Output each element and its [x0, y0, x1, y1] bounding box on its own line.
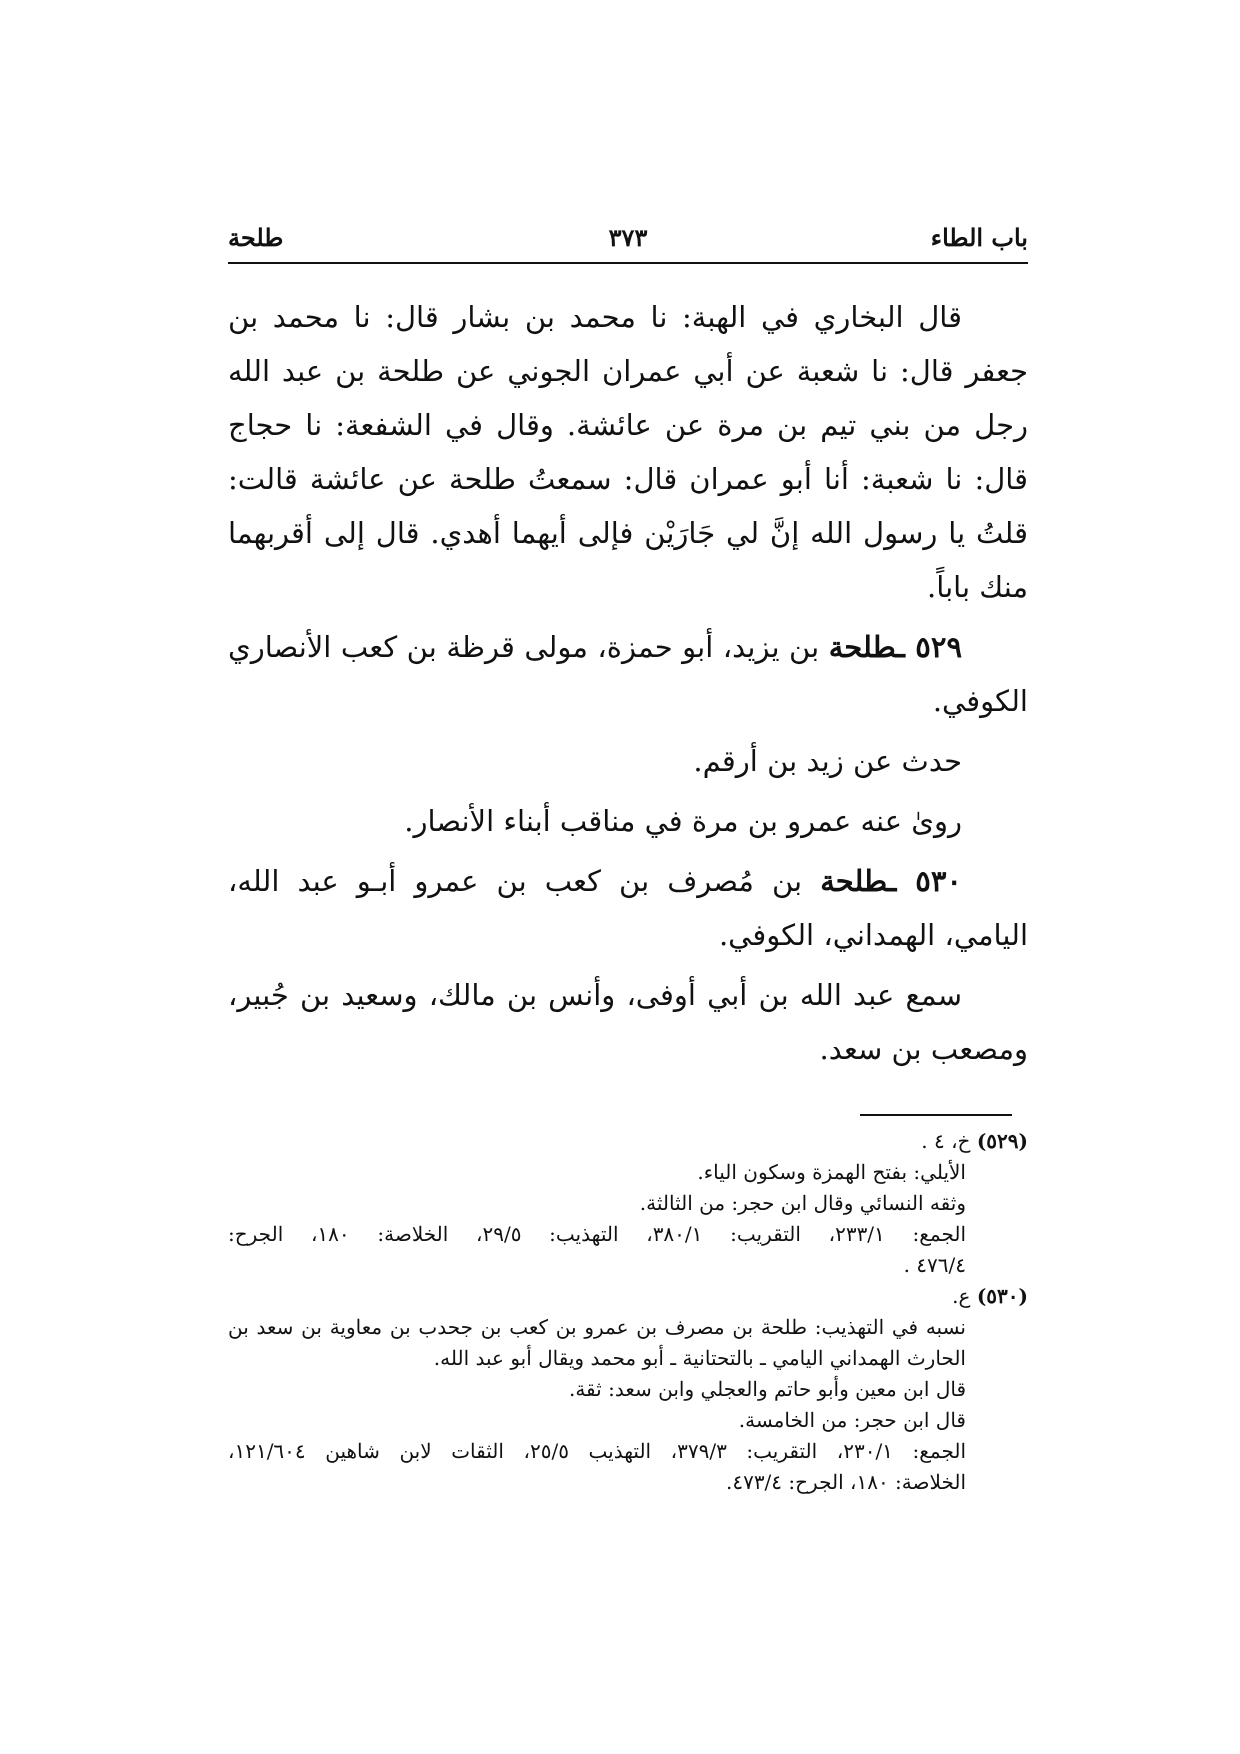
entry-529-name: طلحة [828, 630, 897, 664]
footnote-529-label: (٥٢٩) [976, 1129, 1028, 1153]
footnote-529-refs-cont: ٤٧٦/٤ . [903, 1253, 966, 1277]
footnote-529-first-line [228, 1126, 1028, 1157]
intro-paragraph: قال البخاري في الهبة: نا محمد بن بشار قال: نا محمد بن جعفر قال: نا شعبة عن أبي عمران الجوني عن طلحة بن عبد الله رجل من بني تيم بن مرة عن عائشة. وقال في الشفعة: نا حجاج قال: نا شعبة: أنا أبو عمران قال: سمعتُ طلحة عن عائشة قالت: قلتُ يا رسول الله إنَّ لي جَارَيْن فإلى أيهما أهدي. قال إلى أقربهما منك باباً. [228, 300, 1028, 604]
header-divider [228, 262, 1028, 264]
footnote-530-line-1: قال ابن معين وأبو حاتم والعجلي وابن سعد: ثقة. [568, 1377, 966, 1401]
entry-529-line-2: روىٰ عنه عمرو بن مرة في مناقب أبناء الأنصار. [404, 804, 962, 838]
footnote-530-line-2: قال ابن حجر: من الخامسة. [738, 1408, 966, 1432]
entry-529-description: بن يزيد، أبو حمزة، مولى قرظة بن كعب الأنصاري الكوفي. [228, 630, 1028, 718]
main-text [228, 290, 1028, 1082]
footnote-529-line-1: الأيلي: بفتح الهمزة وسكون الياء. [697, 1160, 966, 1184]
footnote-530-nasab-cont: الحارث الهمداني اليامي ـ بالتحتانية ـ أبو محمد ويقال أبو عبد الله. [433, 1346, 966, 1370]
footnotes [228, 1126, 1028, 1498]
entry-530-name: طلحة [820, 864, 888, 898]
entry-529-heading [228, 620, 1028, 728]
footnote-529-sigla: خ، ٤ . [921, 1129, 971, 1153]
running-header [228, 218, 1028, 258]
footnote-divider [860, 1114, 1012, 1116]
entry-530-line-1: سمع عبد الله بن أبي أوفى، وأنس بن مالك، وسعيد بن جُبير، ومصعب بن سعد. [228, 978, 1028, 1066]
page-number: ٣٧٣ [608, 223, 648, 252]
entry-530-heading [228, 854, 1028, 962]
footnote-530-label: (٥٣٠) [976, 1284, 1028, 1308]
chapter-title: باب الطاء [930, 223, 1028, 252]
footnote-530-sigla: ع. [952, 1284, 971, 1308]
footnote-529-refs: الجمع: ٢٣٣/١، التقريب: ٣٨٠/١، التهذيب: ٢٩/٥، الخلاصة: ١٨٠، الجرح: [228, 1222, 967, 1246]
footnote-530-nasab: نسبه في التهذيب: طلحة بن مصرف بن عمرو بن كعب بن جحدب بن معاوية بن سعد بن [228, 1315, 966, 1339]
entry-530-description: بن مُصرف بن كعب بن عمرو أبـو عبد الله، اليامي، الهمداني، الكوفي. [228, 864, 1028, 952]
entry-header: طلحة [228, 223, 284, 252]
footnote-529-line-2: وثقه النسائي وقال ابن حجر: من الثالثة. [639, 1191, 966, 1215]
entry-530-number: ٥٣٠ ـ [887, 864, 963, 898]
footnote-530-first-line [228, 1281, 1028, 1312]
footnote-530-refs-cont: الخلاصة: ١٨٠، الجرح: ٤٧٣/٤. [725, 1470, 966, 1494]
footnote-530-refs: الجمع: ٢٣٠/١، التقريب: ٣٧٩/٣، التهذيب ٢٥/٥، الثقات لابن شاهين ١٢١/٦٠٤، [228, 1439, 967, 1463]
entry-529-number: ٥٢٩ ـ [896, 630, 963, 664]
entry-529-line-1: حدث عن زيد بن أرقم. [693, 744, 962, 778]
